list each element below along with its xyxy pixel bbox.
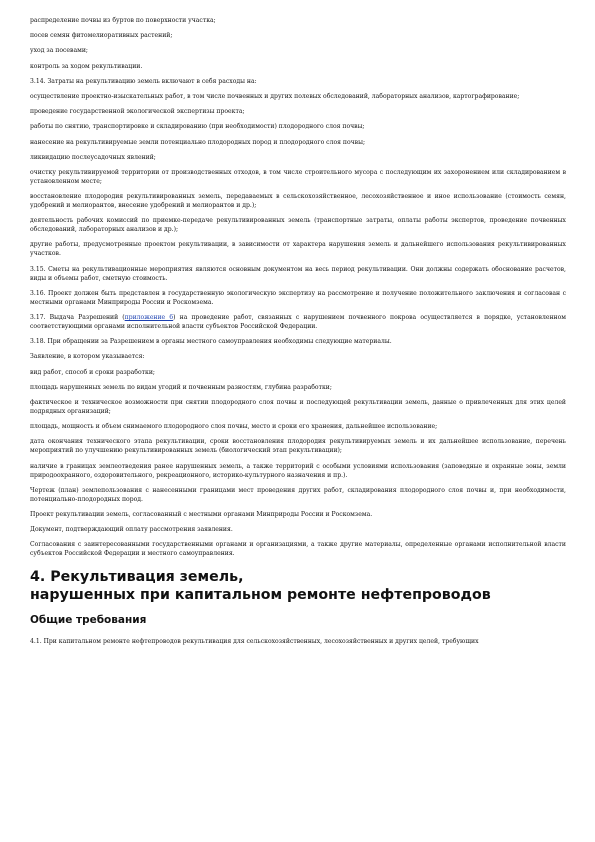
paragraph: наличие в границах землеотведения ранее нарушенных земель, а также территорий с особыми условиями использования (заповедные и охранные зоны, земли природоохранного, оздоровительного, рекреационного, историко-культурного назначения и пр.). [30, 462, 566, 479]
paragraph: посев семян фитомелиоративных растений; [30, 32, 173, 40]
paragraph: Согласования с заинтересованными государственными органами и организациями, а также другие материалы, определенные органами исполнительной власти субъектов Российской Федерации и местного самоуправления. [30, 541, 566, 558]
paragraph-text-after-link: ) на проведение работ, связанных с нарушением почвенного покрова осуществляется в порядке, установленном соответствующими органами исполнительной власти субъектов Российской Федерации. [30, 314, 566, 330]
section-heading-line-1: 4. Рекультивация земель, [30, 569, 244, 586]
paragraph: 3.15. Сметы на рекультивационные мероприятия являются основным документом на весь период рекультивации. Они должны содержать обоснование расчетов, виды и объемы работ, сметную стоимость. [30, 265, 566, 282]
appendix-6-link[interactable]: приложение 6 [124, 314, 174, 321]
paragraph-group-top [30, 16, 566, 307]
paragraph: площадь, мощность и объем снимаемого плодородного слоя почвы, место и сроки его хранения, дальнейшее использование; [30, 423, 438, 431]
paragraph: дата окончания технического этапа рекультивации, сроки восстановления плодородия рекультивируемых земель и их дальнейшее использование, перечень мероприятий по улучшению рекультивированных земель (биологический этап рекультивации); [30, 438, 566, 455]
paragraph: очистку рекультивируемой территории от производственных отходов, в том числе строительного мусора с последующим их захоронением или складированием в установленном месте; [30, 168, 566, 185]
paragraph: фактическое и техническое возможности при снятии плодородного слоя почвы и последующей рекультивации земель, данные о привлеченных для этих целей подрядных организаций; [30, 398, 566, 415]
paragraph: 3.14. Затраты на рекультивацию земель включают в себя расходы на: [30, 77, 257, 85]
paragraph: площадь нарушенных земель по видам угодий и почвенным разностям, глубина разработки; [30, 383, 332, 391]
paragraph-group-bottom [30, 337, 566, 558]
paragraph: Проект рекультивации земель, согласованный с местными органами Минприроды России и Роскомзема. [30, 510, 373, 518]
paragraph: уход за посевами; [30, 47, 88, 55]
paragraph: ликвидацию послеусадочных явлений; [30, 153, 156, 161]
paragraph-3-17 [30, 313, 566, 331]
paragraph: осуществление проектно-изыскательных работ, в том числе почвенных и других полевых обследований, лабораторных анализов, картографирование; [30, 92, 520, 100]
paragraph: проведение государственной экологической экспертизы проекта; [30, 108, 245, 116]
paragraph: 3.16. Проект должен быть представлен в государственную экологическую экспертизу на рассмотрение и получение положительного заключения и согласован с местными органами Минприроды России и Роскомзема. [30, 289, 566, 306]
paragraph: Чертеж (план) землепользования с нанесенными границами мест проведения других работ, складирования плодородного слоя почвы и, при необходимости, потенциально-плодородных пород. [30, 486, 566, 503]
paragraph: 4.1. При капитальном ремонте нефтепроводов рекультивация для сельскохозяйственных, лесохозяйственных и других целей, требующих [30, 638, 479, 646]
paragraph: другие работы, предусмотренные проектом рекультивации, в зависимости от характера нарушения земель и дальнейшего использования рекультивированных участков. [30, 241, 566, 258]
paragraph: Заявление, в котором указывается: [30, 353, 145, 361]
paragraph-text-before-link: 3.17. Выдача Разрешений ( [30, 314, 125, 321]
paragraph: восстановление плодородия рекультивированных земель, передаваемых в сельскохозяйственное, лесохозяйственное и иное использование (стоимость семян, удобрений и мелиорантов, внесение удобрений и мелиорантов и др.); [30, 193, 566, 210]
paragraph: контроль за ходом рекультивации. [30, 62, 143, 70]
paragraph: нанесение на рекультивируемые земли потенциально плодородных пород и плодородного слоя почвы; [30, 138, 366, 146]
paragraph: 3.18. При обращении за Разрешением в органы местного самоуправления необходимы следующие материалы. [30, 338, 392, 346]
paragraph: деятельность рабочих комиссий по приемке-передаче рекультивированных земель (транспортные затраты, оплаты работы экспертов, проведение почвенных обследований, лабораторных анализов и др.); [30, 217, 566, 234]
paragraph: работы по снятию, транспортировке и складированию (при необходимости) плодородного слоя почвы; [30, 123, 365, 131]
subsection-heading: Общие требования [30, 614, 147, 627]
paragraph: распределение почвы из буртов по поверхности участка; [30, 17, 216, 24]
section-heading [30, 568, 566, 604]
document-page [30, 16, 566, 652]
paragraph: Документ, подтверждающий оплату рассмотрения заявления. [30, 526, 233, 534]
paragraph: вид работ, способ и сроки разработки; [30, 368, 155, 376]
section-heading-line-2: нарушенных при капитальном ремонте нефтепроводов [30, 587, 491, 604]
